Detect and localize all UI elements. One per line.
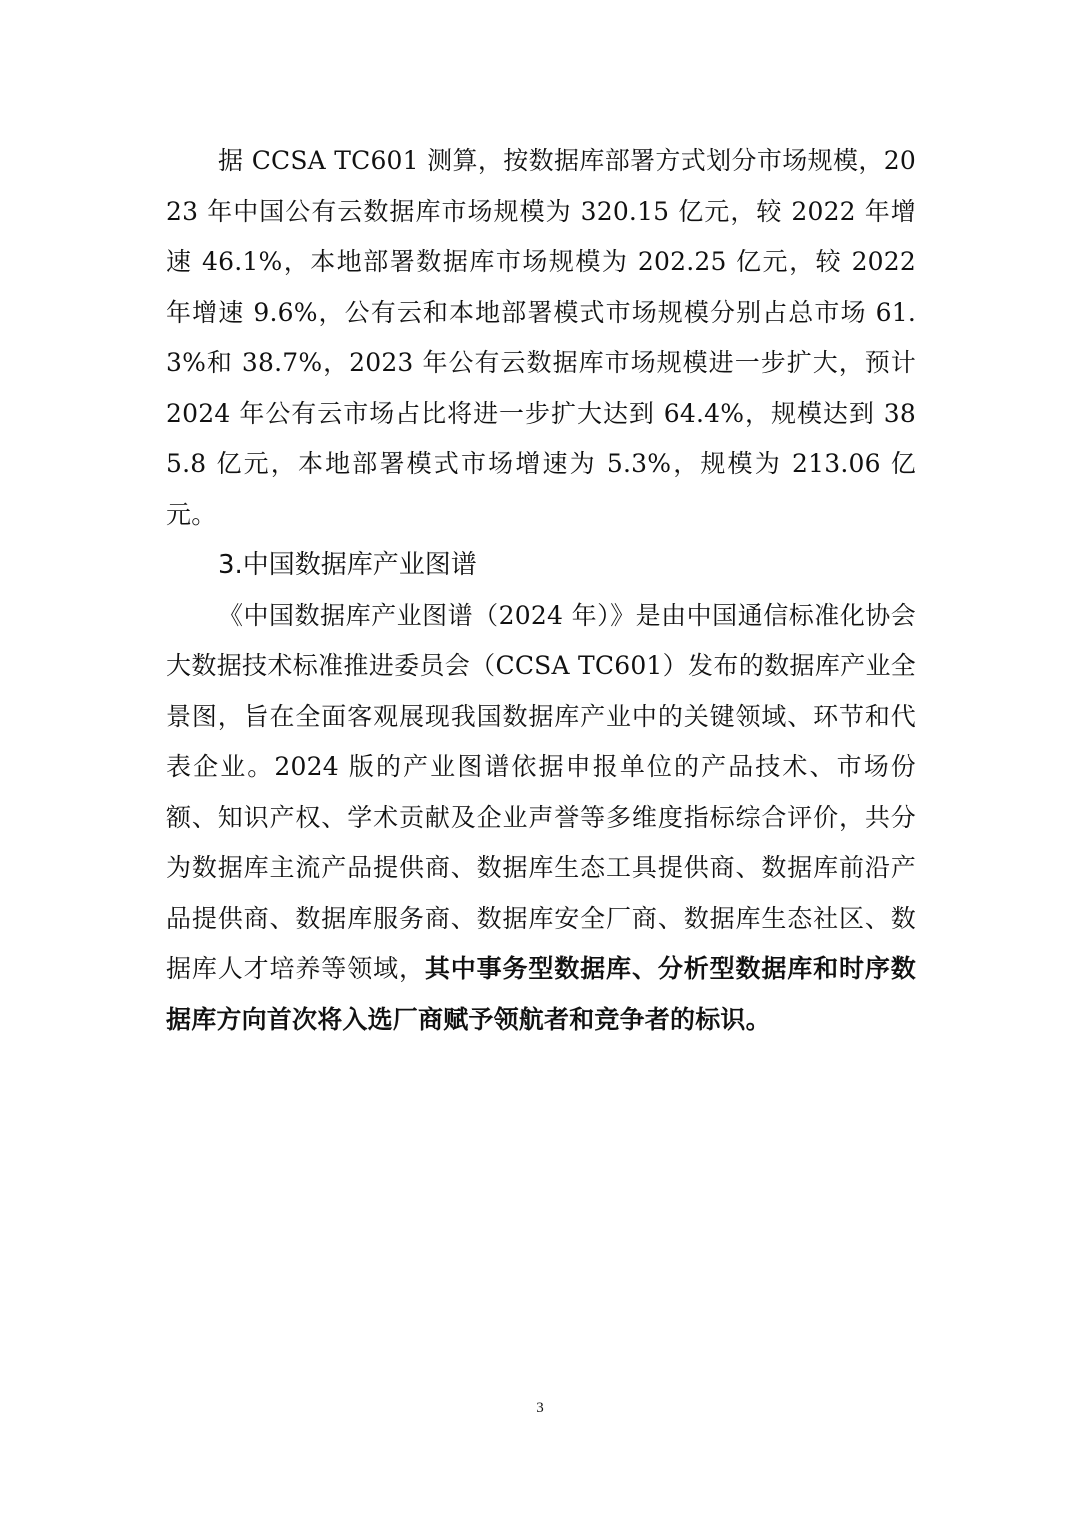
industry-map-paragraph-regular-text: 《中国数据库产业图谱（2024 年）》是由中国通信标准化协会大数据技术标准推进委员会（CCSA TC601）发布的数据库产业全景图，旨在全面客观展现我国数据库产业中的关键领域、环节和代表企业。2024 版的产业图谱依据申报单位的产品技术、市场份额、知识产权、学术贡献及企业声誉等多维度指标综合评价，共分为数据库主流产品提供商、数据库生态工具提供商、数据库前沿产品提供商、数据库服务商、数据库安全厂商、数据库生态社区、数据库人才培养等领域， (166, 600, 916, 983)
page-number: 3 (536, 1400, 544, 1416)
industry-map-paragraph-bold-text: 其中事务型数据库、分析型数据库和时序数据库方向首次将入选厂商赋予领航者和竞争者的标识。 (166, 954, 916, 1034)
market-size-paragraph: 据 CCSA TC601 测算，按数据库部署方式划分市场规模，2023 年中国公有云数据库市场规模为 320.15 亿元，较 2022 年增速 46.1%，本地部署数据库市场规模为 202.25 亿元，较 2022 年增速 9.6%，公有云和本地部署模式市场规模分别占总市场 61.3%和 38.7%，2023 年公有云数据库市场规模进一步扩大，预计 2024 年公有云市场占比将进一步扩大达到 64.4%，规模达到 385.8 亿元，本地部署模式市场增速为 5.3%，规模为 213.06 亿元。 (166, 146, 916, 529)
industry-map-paragraph (166, 591, 916, 1046)
page-content (166, 136, 916, 1045)
section-heading: 3.中国数据库产业图谱 (218, 550, 477, 580)
